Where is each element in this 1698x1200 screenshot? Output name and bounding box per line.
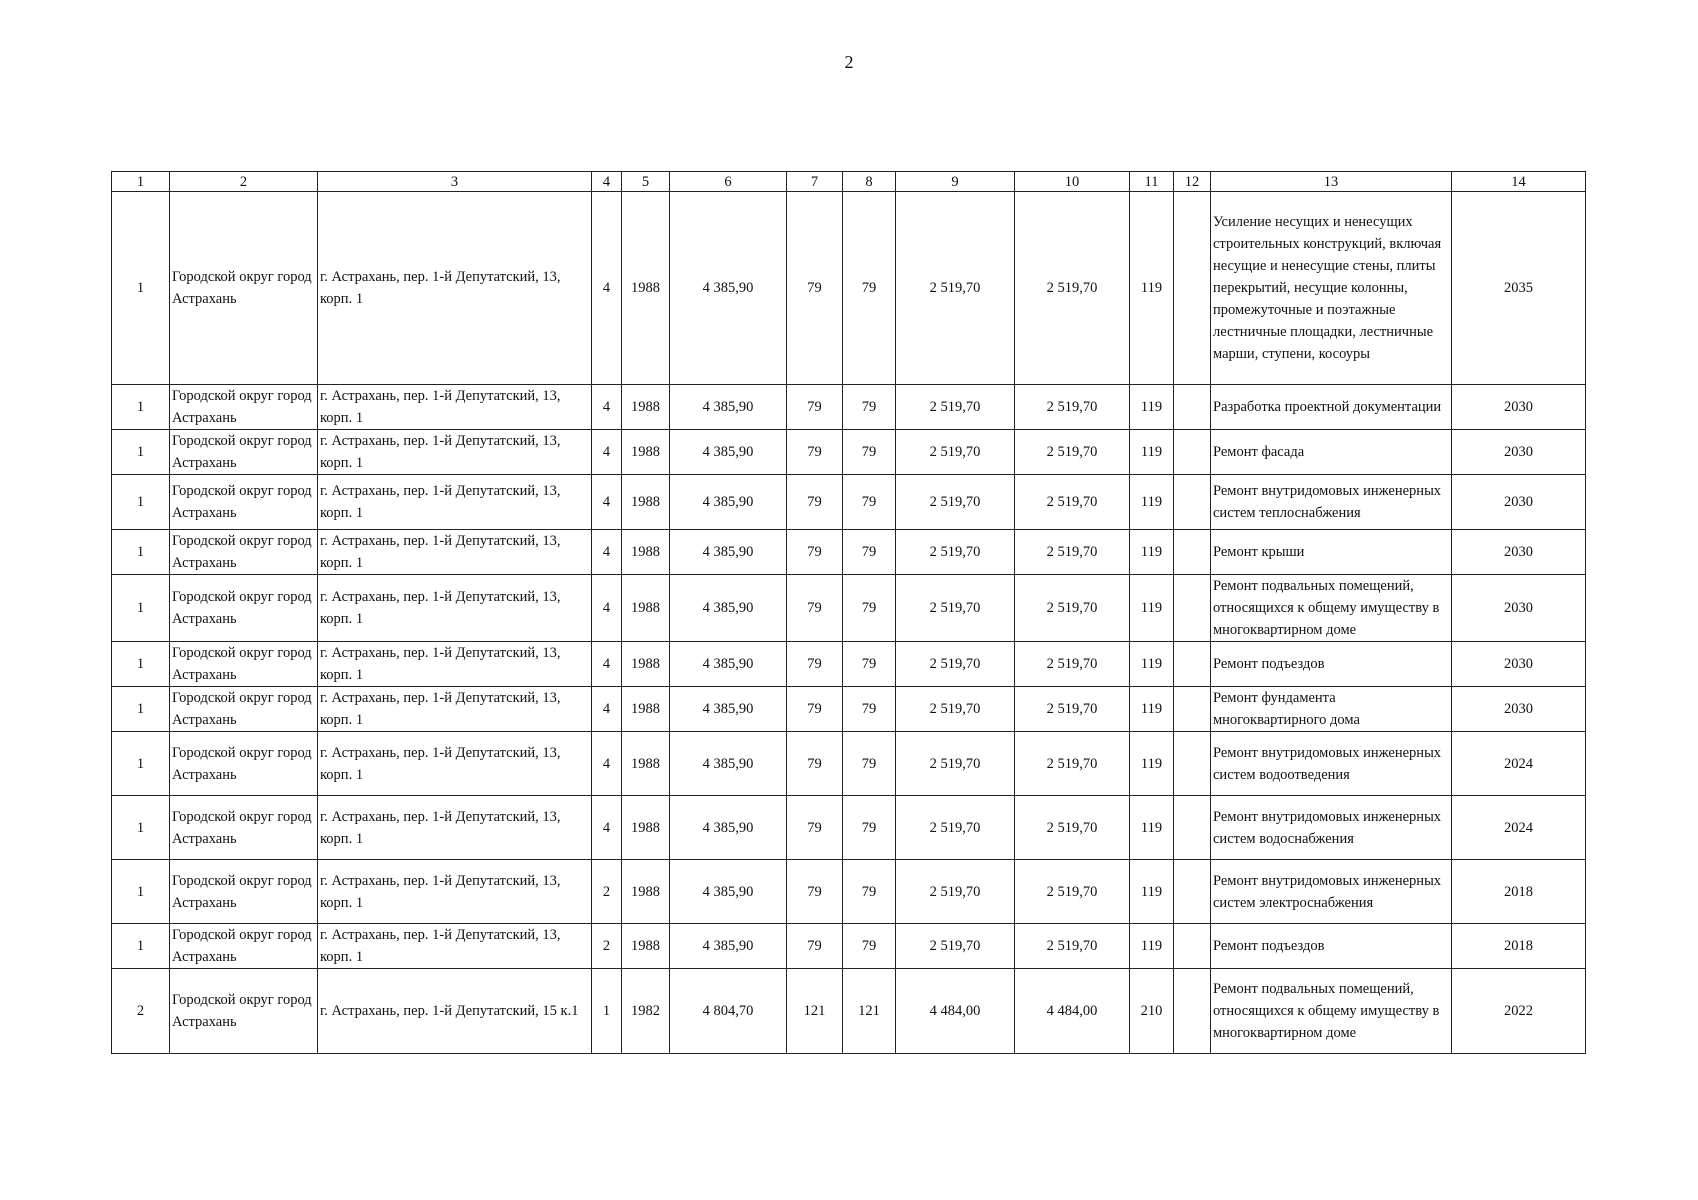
municipality-cell: Городской округ город Астрахань <box>170 575 318 642</box>
value-cell-10: 2 519,70 <box>1015 575 1130 642</box>
work-type-cell: Ремонт внутридомовых инженерных систем электроснабжения <box>1211 860 1452 924</box>
value-cell-11: 119 <box>1130 687 1174 732</box>
planned-year-cell: 2030 <box>1452 642 1586 687</box>
municipality-cell: Городской округ город Астрахань <box>170 796 318 860</box>
row-number: 2 <box>112 969 170 1054</box>
value-cell-4: 4 <box>592 475 622 530</box>
planned-year-cell: 2030 <box>1452 687 1586 732</box>
capital-repair-table <box>111 171 1586 1054</box>
table-row <box>112 430 1586 475</box>
value-cell-10: 4 484,00 <box>1015 969 1130 1054</box>
planned-year-cell: 2022 <box>1452 969 1586 1054</box>
work-type-cell: Ремонт фасада <box>1211 430 1452 475</box>
planned-year-cell: 2018 <box>1452 860 1586 924</box>
address-cell: г. Астрахань, пер. 1-й Депутатский, 13, корп. 1 <box>318 475 592 530</box>
value-cell-7: 121 <box>787 969 843 1054</box>
value-cell-11: 119 <box>1130 385 1174 430</box>
work-type-cell: Ремонт подвальных помещений, относящихся к общему имуществу в многоквартирном доме <box>1211 969 1452 1054</box>
planned-year-cell: 2035 <box>1452 192 1586 385</box>
value-cell-7: 79 <box>787 687 843 732</box>
value-cell-6: 4 385,90 <box>670 732 787 796</box>
work-type-cell: Ремонт внутридомовых инженерных систем водоснабжения <box>1211 796 1452 860</box>
column-header: 7 <box>787 172 843 192</box>
address-cell: г. Астрахань, пер. 1-й Депутатский, 13, корп. 1 <box>318 530 592 575</box>
row-number: 1 <box>112 475 170 530</box>
work-type-cell: Ремонт внутридомовых инженерных систем водоотведения <box>1211 732 1452 796</box>
value-cell-7: 79 <box>787 475 843 530</box>
value-cell-4: 4 <box>592 192 622 385</box>
value-cell-11: 119 <box>1130 530 1174 575</box>
row-number: 1 <box>112 687 170 732</box>
value-cell-8: 79 <box>843 924 896 969</box>
value-cell-8: 79 <box>843 575 896 642</box>
value-cell-4: 4 <box>592 430 622 475</box>
value-cell-9: 2 519,70 <box>896 385 1015 430</box>
year-built-cell: 1988 <box>622 530 670 575</box>
value-cell-12 <box>1174 192 1211 385</box>
value-cell-6: 4 385,90 <box>670 642 787 687</box>
table-row <box>112 575 1586 642</box>
row-number: 1 <box>112 192 170 385</box>
row-number: 1 <box>112 860 170 924</box>
address-cell: г. Астрахань, пер. 1-й Депутатский, 13, корп. 1 <box>318 924 592 969</box>
value-cell-8: 79 <box>843 530 896 575</box>
municipality-cell: Городской округ город Астрахань <box>170 969 318 1054</box>
value-cell-10: 2 519,70 <box>1015 430 1130 475</box>
value-cell-4: 2 <box>592 924 622 969</box>
row-number: 1 <box>112 732 170 796</box>
value-cell-7: 79 <box>787 732 843 796</box>
value-cell-9: 2 519,70 <box>896 732 1015 796</box>
year-built-cell: 1988 <box>622 732 670 796</box>
value-cell-8: 79 <box>843 860 896 924</box>
municipality-cell: Городской округ город Астрахань <box>170 192 318 385</box>
value-cell-10: 2 519,70 <box>1015 642 1130 687</box>
value-cell-11: 119 <box>1130 924 1174 969</box>
planned-year-cell: 2024 <box>1452 732 1586 796</box>
value-cell-9: 2 519,70 <box>896 924 1015 969</box>
value-cell-4: 2 <box>592 860 622 924</box>
municipality-cell: Городской округ город Астрахань <box>170 860 318 924</box>
year-built-cell: 1988 <box>622 575 670 642</box>
value-cell-12 <box>1174 687 1211 732</box>
value-cell-6: 4 385,90 <box>670 530 787 575</box>
planned-year-cell: 2030 <box>1452 575 1586 642</box>
municipality-cell: Городской округ город Астрахань <box>170 385 318 430</box>
address-cell: г. Астрахань, пер. 1-й Депутатский, 15 к.1 <box>318 969 592 1054</box>
work-type-cell: Ремонт подъездов <box>1211 924 1452 969</box>
work-type-cell: Ремонт крыши <box>1211 530 1452 575</box>
value-cell-11: 119 <box>1130 475 1174 530</box>
page-number: 2 <box>844 52 854 72</box>
column-header: 11 <box>1130 172 1174 192</box>
municipality-cell: Городской округ город Астрахань <box>170 475 318 530</box>
column-header: 6 <box>670 172 787 192</box>
value-cell-7: 79 <box>787 385 843 430</box>
column-header: 4 <box>592 172 622 192</box>
value-cell-4: 4 <box>592 687 622 732</box>
column-header: 5 <box>622 172 670 192</box>
value-cell-4: 4 <box>592 796 622 860</box>
column-header: 10 <box>1015 172 1130 192</box>
municipality-cell: Городской округ город Астрахань <box>170 530 318 575</box>
value-cell-7: 79 <box>787 642 843 687</box>
value-cell-7: 79 <box>787 860 843 924</box>
value-cell-11: 210 <box>1130 969 1174 1054</box>
value-cell-12 <box>1174 385 1211 430</box>
value-cell-10: 2 519,70 <box>1015 860 1130 924</box>
value-cell-12 <box>1174 924 1211 969</box>
row-number: 1 <box>112 385 170 430</box>
value-cell-9: 2 519,70 <box>896 530 1015 575</box>
value-cell-9: 4 484,00 <box>896 969 1015 1054</box>
value-cell-4: 4 <box>592 385 622 430</box>
address-cell: г. Астрахань, пер. 1-й Депутатский, 13, корп. 1 <box>318 796 592 860</box>
value-cell-7: 79 <box>787 430 843 475</box>
row-number: 1 <box>112 642 170 687</box>
value-cell-10: 2 519,70 <box>1015 530 1130 575</box>
value-cell-10: 2 519,70 <box>1015 687 1130 732</box>
value-cell-10: 2 519,70 <box>1015 385 1130 430</box>
value-cell-6: 4 385,90 <box>670 475 787 530</box>
table-row <box>112 687 1586 732</box>
value-cell-8: 79 <box>843 642 896 687</box>
column-header: 14 <box>1452 172 1586 192</box>
value-cell-12 <box>1174 969 1211 1054</box>
value-cell-8: 79 <box>843 475 896 530</box>
value-cell-6: 4 385,90 <box>670 924 787 969</box>
address-cell: г. Астрахань, пер. 1-й Депутатский, 13, корп. 1 <box>318 575 592 642</box>
value-cell-4: 1 <box>592 969 622 1054</box>
table-row <box>112 969 1586 1054</box>
value-cell-9: 2 519,70 <box>896 687 1015 732</box>
table-row <box>112 796 1586 860</box>
row-number: 1 <box>112 575 170 642</box>
value-cell-7: 79 <box>787 924 843 969</box>
value-cell-6: 4 385,90 <box>670 430 787 475</box>
year-built-cell: 1988 <box>622 924 670 969</box>
value-cell-4: 4 <box>592 530 622 575</box>
table-row <box>112 530 1586 575</box>
address-cell: г. Астрахань, пер. 1-й Депутатский, 13, корп. 1 <box>318 385 592 430</box>
value-cell-11: 119 <box>1130 575 1174 642</box>
column-header: 13 <box>1211 172 1452 192</box>
work-type-cell: Разработка проектной документации <box>1211 385 1452 430</box>
row-number: 1 <box>112 924 170 969</box>
work-type-cell: Ремонт фундамента многоквартирного дома <box>1211 687 1452 732</box>
value-cell-12 <box>1174 642 1211 687</box>
table-row <box>112 385 1586 430</box>
municipality-cell: Городской округ город Астрахань <box>170 642 318 687</box>
address-cell: г. Астрахань, пер. 1-й Депутатский, 13, корп. 1 <box>318 732 592 796</box>
value-cell-12 <box>1174 530 1211 575</box>
planned-year-cell: 2030 <box>1452 530 1586 575</box>
year-built-cell: 1988 <box>622 192 670 385</box>
year-built-cell: 1988 <box>622 687 670 732</box>
value-cell-9: 2 519,70 <box>896 475 1015 530</box>
work-type-cell: Ремонт внутридомовых инженерных систем теплоснабжения <box>1211 475 1452 530</box>
value-cell-9: 2 519,70 <box>896 796 1015 860</box>
address-cell: г. Астрахань, пер. 1-й Депутатский, 13, корп. 1 <box>318 687 592 732</box>
municipality-cell: Городской округ город Астрахань <box>170 687 318 732</box>
column-header: 3 <box>318 172 592 192</box>
year-built-cell: 1982 <box>622 969 670 1054</box>
table-row <box>112 732 1586 796</box>
value-cell-8: 79 <box>843 732 896 796</box>
table-row <box>112 475 1586 530</box>
address-cell: г. Астрахань, пер. 1-й Депутатский, 13, корп. 1 <box>318 860 592 924</box>
table-row <box>112 860 1586 924</box>
value-cell-12 <box>1174 430 1211 475</box>
year-built-cell: 1988 <box>622 430 670 475</box>
value-cell-9: 2 519,70 <box>896 430 1015 475</box>
table-header-row <box>112 172 1586 192</box>
value-cell-4: 4 <box>592 732 622 796</box>
municipality-cell: Городской округ город Астрахань <box>170 732 318 796</box>
value-cell-10: 2 519,70 <box>1015 732 1130 796</box>
year-built-cell: 1988 <box>622 475 670 530</box>
value-cell-12 <box>1174 860 1211 924</box>
address-cell: г. Астрахань, пер. 1-й Депутатский, 13, корп. 1 <box>318 642 592 687</box>
row-number: 1 <box>112 430 170 475</box>
value-cell-6: 4 385,90 <box>670 385 787 430</box>
value-cell-8: 121 <box>843 969 896 1054</box>
value-cell-8: 79 <box>843 687 896 732</box>
value-cell-7: 79 <box>787 575 843 642</box>
value-cell-6: 4 385,90 <box>670 192 787 385</box>
column-header: 9 <box>896 172 1015 192</box>
value-cell-8: 79 <box>843 430 896 475</box>
table-row <box>112 192 1586 385</box>
value-cell-11: 119 <box>1130 860 1174 924</box>
value-cell-9: 2 519,70 <box>896 642 1015 687</box>
address-cell: г. Астрахань, пер. 1-й Депутатский, 13, корп. 1 <box>318 192 592 385</box>
table-row <box>112 642 1586 687</box>
municipality-cell: Городской округ город Астрахань <box>170 924 318 969</box>
value-cell-4: 4 <box>592 642 622 687</box>
value-cell-11: 119 <box>1130 642 1174 687</box>
table-row <box>112 924 1586 969</box>
address-cell: г. Астрахань, пер. 1-й Депутатский, 13, корп. 1 <box>318 430 592 475</box>
value-cell-7: 79 <box>787 796 843 860</box>
value-cell-12 <box>1174 475 1211 530</box>
value-cell-8: 79 <box>843 192 896 385</box>
value-cell-6: 4 385,90 <box>670 860 787 924</box>
planned-year-cell: 2030 <box>1452 385 1586 430</box>
value-cell-10: 2 519,70 <box>1015 475 1130 530</box>
value-cell-6: 4 385,90 <box>670 575 787 642</box>
year-built-cell: 1988 <box>622 642 670 687</box>
value-cell-8: 79 <box>843 796 896 860</box>
value-cell-7: 79 <box>787 530 843 575</box>
value-cell-10: 2 519,70 <box>1015 924 1130 969</box>
value-cell-6: 4 385,90 <box>670 796 787 860</box>
value-cell-9: 2 519,70 <box>896 192 1015 385</box>
work-type-cell: Ремонт подъездов <box>1211 642 1452 687</box>
value-cell-12 <box>1174 796 1211 860</box>
value-cell-11: 119 <box>1130 732 1174 796</box>
column-header: 8 <box>843 172 896 192</box>
value-cell-12 <box>1174 732 1211 796</box>
work-type-cell: Усиление несущих и ненесущих строительных конструкций, включая несущие и ненесущие стены, плиты перекрытий, несущие колонны, промежуточные и поэтажные лестничные площадки, лестничные марши, ступени, косоуры <box>1211 192 1452 385</box>
column-header: 1 <box>112 172 170 192</box>
municipality-cell: Городской округ город Астрахань <box>170 430 318 475</box>
value-cell-7: 79 <box>787 192 843 385</box>
value-cell-9: 2 519,70 <box>896 860 1015 924</box>
year-built-cell: 1988 <box>622 796 670 860</box>
value-cell-6: 4 804,70 <box>670 969 787 1054</box>
column-header: 12 <box>1174 172 1211 192</box>
planned-year-cell: 2018 <box>1452 924 1586 969</box>
value-cell-10: 2 519,70 <box>1015 192 1130 385</box>
work-type-cell: Ремонт подвальных помещений, относящихся к общему имуществу в многоквартирном доме <box>1211 575 1452 642</box>
column-header: 2 <box>170 172 318 192</box>
value-cell-8: 79 <box>843 385 896 430</box>
planned-year-cell: 2030 <box>1452 475 1586 530</box>
year-built-cell: 1988 <box>622 385 670 430</box>
value-cell-9: 2 519,70 <box>896 575 1015 642</box>
value-cell-10: 2 519,70 <box>1015 796 1130 860</box>
year-built-cell: 1988 <box>622 860 670 924</box>
value-cell-6: 4 385,90 <box>670 687 787 732</box>
value-cell-12 <box>1174 575 1211 642</box>
planned-year-cell: 2024 <box>1452 796 1586 860</box>
value-cell-11: 119 <box>1130 430 1174 475</box>
value-cell-4: 4 <box>592 575 622 642</box>
row-number: 1 <box>112 530 170 575</box>
row-number: 1 <box>112 796 170 860</box>
value-cell-11: 119 <box>1130 796 1174 860</box>
value-cell-11: 119 <box>1130 192 1174 385</box>
planned-year-cell: 2030 <box>1452 430 1586 475</box>
